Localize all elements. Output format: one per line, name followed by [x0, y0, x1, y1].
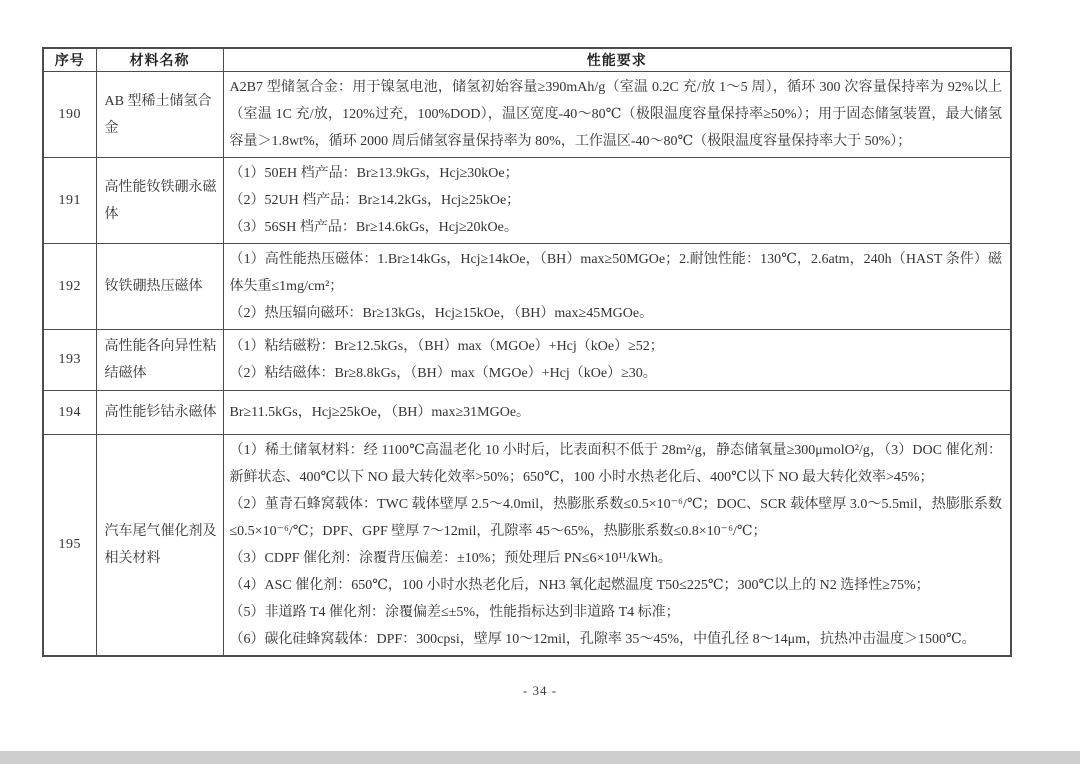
requirements-cell [223, 391, 1011, 435]
requirement-line: （1）高性能热压磁体：1.Br≥14kGs，Hcj≥14kOe，（BH）max≥50MGOe；2.耐蚀性能：130℃，2.6atm，240h（HAST 条件）磁体失重≤1mg/cm²； [229, 252, 1002, 294]
requirement-line: （4）ASC 催化剂：650℃，100 小时水热老化后，NH3 氧化起燃温度 T50≤225℃；300℃以上的 N2 选择性≥75%； [229, 578, 930, 593]
requirement-line: A2B7 型储氢合金：用于镍氢电池，储氢初始容量≥390mAh/g（室温 0.2C 充/放 1～5 周），循环 300 次容量保持率为 92%以上（室温 1C 充/放，120%过充，100%DOD），温区宽度-40～80℃（极限温度容量保持率≥50%）；用于固态储氢装置，最大储氢容量＞1.8wt%，循环 2000 周后储氢容量保持率为 80%，工作温区-40～80℃（极限温度容量保持率大于 50%）； [229, 80, 1002, 149]
requirement-line: （2）粘结磁体：Br≥8.8kGs，（BH）max（MGOe）+Hcj（kOe）≥30。 [229, 366, 657, 381]
header-material-name: 材料名称 [96, 48, 223, 72]
materials-table-container [42, 47, 1010, 657]
header-performance-requirement: 性能要求 [223, 48, 1011, 72]
page-number: - 34 - [522, 683, 558, 698]
requirement-line: （1）50EH 档产品：Br≥13.9kGs，Hcj≥30kOe； [229, 166, 519, 181]
bottom-strip [0, 751, 1080, 764]
row-number-cell: 190 [43, 72, 96, 158]
requirement-line: （1）稀土储氧材料：经 1100℃高温老化 10 小时后，比表面积不低于 28m²/g，静态储氧量≥300μmolO²/g，（3）DOC 催化剂：新鲜状态、400℃以下 NO 最大转化效率>50%；650℃，100 小时水热老化后、400℃以下 NO 最大转化效率>45%； [229, 443, 1002, 485]
requirement-line: （1）粘结磁粉：Br≥12.5kGs，（BH）max（MGOe）+Hcj（kOe）≥52； [229, 339, 664, 354]
row-number-cell: 195 [43, 435, 96, 657]
requirement-line: （2）52UH 档产品：Br≥14.2kGs，Hcj≥25kOe； [229, 193, 521, 208]
requirements-cell [223, 435, 1011, 657]
material-name-cell: 高性能各向异性粘结磁体 [96, 330, 223, 391]
material-name-cell: 高性能钕铁硼永磁体 [96, 158, 223, 244]
requirements-cell [223, 72, 1011, 158]
requirement-line: （3）CDPF 催化剂：涂覆背压偏差：±10%；预处理后 PN≤6×10¹¹/kWh。 [229, 551, 672, 566]
material-name-cell: AB 型稀土储氢合金 [96, 72, 223, 158]
requirements-cell [223, 244, 1011, 330]
row-number-cell: 193 [43, 330, 96, 391]
row-number-cell: 194 [43, 391, 96, 435]
requirement-line: （6）碳化硅蜂窝载体：DPF：300cpsi，壁厚 10～12mil，孔隙率 35～45%，中值孔径 8～14μm，抗热冲击温度＞1500℃。 [229, 632, 976, 647]
table-row [43, 435, 1011, 657]
requirements-cell [223, 330, 1011, 391]
materials-table [42, 47, 1012, 657]
requirement-line: Br≥11.5kGs，Hcj≥25kOe，（BH）max≥31MGOe。 [229, 405, 531, 420]
table-row [43, 391, 1011, 435]
requirement-line: （2）热压辐向磁环：Br≥13kGs，Hcj≥15kOe，（BH）max≥45MGOe。 [229, 306, 654, 321]
table-row [43, 72, 1011, 158]
table-header-row [43, 48, 1011, 72]
header-serial-number: 序号 [43, 48, 96, 72]
requirement-line: （3）56SH 档产品：Br≥14.6kGs，Hcj≥20kOe。 [229, 220, 518, 235]
material-name-cell: 钕铁硼热压磁体 [96, 244, 223, 330]
table-row [43, 330, 1011, 391]
table-row [43, 158, 1011, 244]
table-row [43, 244, 1011, 330]
requirement-line: （2）堇青石蜂窝载体：TWC 载体壁厚 2.5～4.0mil，热膨胀系数≤0.5×10⁻⁶/℃；DOC、SCR 载体壁厚 3.0～5.5mil，热膨胀系数≤0.5×10⁻⁶/℃；DPF、GPF 壁厚 7～12mil，孔隙率 45～65%，热膨胀系数≤0.8×10⁻⁶/℃； [229, 497, 1002, 539]
requirement-line: （5）非道路 T4 催化剂：涂覆偏差≤±5%，性能指标达到非道路 T4 标准； [229, 605, 680, 620]
row-number-cell: 191 [43, 158, 96, 244]
requirements-cell [223, 158, 1011, 244]
material-name-cell: 高性能钐钴永磁体 [96, 391, 223, 435]
row-number-cell: 192 [43, 244, 96, 330]
material-name-cell: 汽车尾气催化剂及相关材料 [96, 435, 223, 657]
